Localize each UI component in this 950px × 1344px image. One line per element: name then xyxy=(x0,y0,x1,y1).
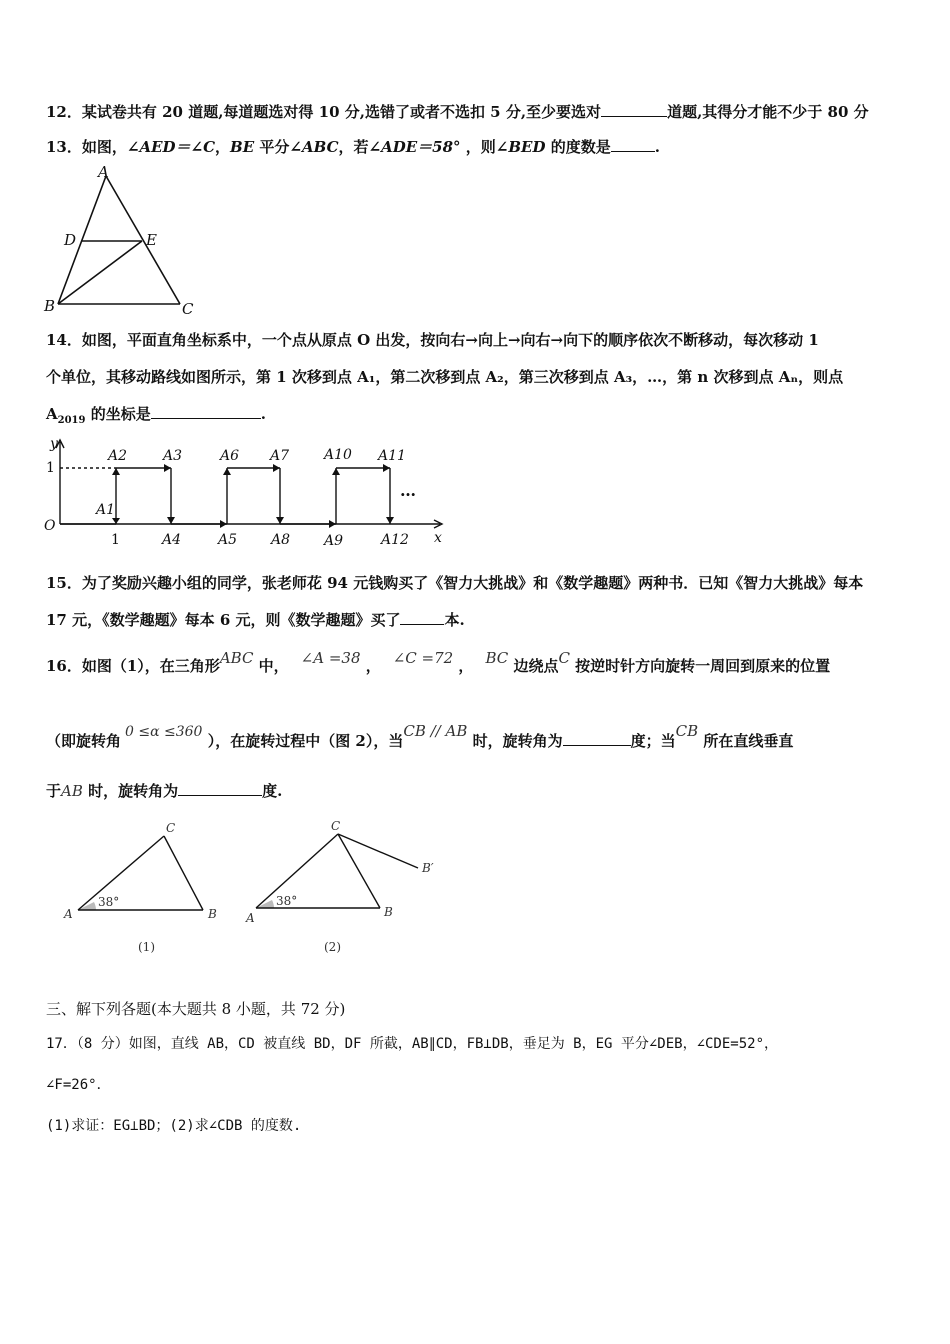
line-ac xyxy=(106,176,180,304)
q17-line1: 17．（8 分）如图，直线 AB，CD 被直线 BD，DF 所截，AB∥CD，FB⊥DB，垂足为 B，EG 平分∠DEB，∠CDE=52°， xyxy=(46,1036,779,1052)
label-origin: O xyxy=(44,518,56,534)
question-13 xyxy=(46,137,660,157)
q14-coordinate-figure xyxy=(38,432,458,552)
question-17-line3 xyxy=(46,1115,301,1135)
q16-l2-e: 所在直线垂直 xyxy=(698,732,794,750)
fig1-caption: (1) xyxy=(138,940,155,954)
q16-l3-c: 度. xyxy=(262,782,283,800)
q12-text-pre: 12．某试卷共有 20 道题,每道题选对得 10 分,选错了或者不选扣 5 分,至少要选对 xyxy=(46,103,602,121)
q16-answer-blank-2[interactable] xyxy=(178,781,262,796)
question-16-line2 xyxy=(46,722,794,752)
label-ellipsis: … xyxy=(400,481,416,500)
arrowhead-a2 xyxy=(112,468,120,475)
label-x-1: 1 xyxy=(111,532,120,548)
q16-l2-a: （即旋转角 xyxy=(46,732,122,750)
q16-abc: ABC xyxy=(219,649,254,667)
label-d: D xyxy=(64,231,77,249)
q16-l2-d: 度；当 xyxy=(630,732,676,750)
question-16-line1 xyxy=(46,649,831,676)
q16-l2-c: 时，旋转角为 xyxy=(467,732,563,750)
q13-sep3: ，若 xyxy=(338,138,369,156)
fig2-label-b: B xyxy=(384,905,393,919)
q17-line3: (1)求证：EG⊥BD；(2)求∠CDB 的度数. xyxy=(46,1118,302,1134)
q16-point-c: C xyxy=(558,649,570,667)
q13-post: 的度数是 xyxy=(545,138,611,156)
q13-pre: 13．如图， xyxy=(46,138,127,156)
question-14-line2 xyxy=(46,367,843,387)
question-14-line1 xyxy=(46,330,819,350)
q12-text-post: 道题,其得分才能不少于 80 分 xyxy=(667,103,869,121)
arrowhead-a9 xyxy=(329,520,336,528)
question-15-line1 xyxy=(46,573,863,593)
arrowhead-a7 xyxy=(273,464,280,472)
section-3-title xyxy=(46,998,345,1019)
q16-bc: BC xyxy=(485,649,509,667)
label-a5: A5 xyxy=(218,532,238,548)
side-cb-rotated xyxy=(338,834,418,868)
q13-triangle-figure xyxy=(40,163,200,318)
q13-angle-ade: ∠ADE＝58° xyxy=(368,138,461,156)
q14-end: . xyxy=(260,405,266,423)
side-cb-2 xyxy=(338,834,380,908)
label-a1: A1 xyxy=(96,502,116,518)
question-16-line3 xyxy=(46,781,282,801)
label-a3: A3 xyxy=(163,448,183,464)
q15-answer-blank[interactable] xyxy=(400,610,444,625)
label-a4: A4 xyxy=(162,532,182,548)
side-ac xyxy=(78,836,164,910)
q16-l1-e: 边绕点 xyxy=(508,657,559,675)
label-a: A xyxy=(98,163,109,181)
q13-angle-abc: ∠ABC xyxy=(289,138,339,156)
q16-l2-b: ），在旋转过程中（图 2），当 xyxy=(202,732,404,750)
q14-post: 的坐标是 xyxy=(85,405,151,423)
label-a8: A8 xyxy=(271,532,291,548)
label-a10: A10 xyxy=(324,447,352,463)
question-14-line3 xyxy=(46,404,266,431)
q16-angle-c: ∠C =72 xyxy=(392,649,454,667)
q13-be: BE xyxy=(230,138,255,156)
fig1-label-c: C xyxy=(166,821,176,835)
q16-l1-d: ， xyxy=(453,657,474,675)
q16-figure-1 xyxy=(58,818,238,958)
fig2-label-a: A xyxy=(246,911,255,925)
question-17-line1 xyxy=(46,1033,778,1053)
fig1-angle-label: 38° xyxy=(98,895,120,909)
section-3-title-text: 三、解下列各题(本大题共 8 小题，共 72 分) xyxy=(46,1000,346,1018)
question-12 xyxy=(46,102,869,122)
q13-sep1: ， xyxy=(215,138,231,156)
q15-post: 本. xyxy=(444,611,465,629)
q15-pre: 17 元，《数学趣题》每本 6 元，则《数学趣题》买了 xyxy=(46,611,401,629)
q14-subscript: 2019 xyxy=(57,415,86,426)
label-b: B xyxy=(44,297,56,315)
q13-angle-bed: ∠BED xyxy=(495,138,546,156)
label-a2: A2 xyxy=(108,448,128,464)
q16-l1-f: 按逆时针方向旋转一周回到原来的位置 xyxy=(569,657,831,675)
q16-l1-b: 中， xyxy=(253,657,289,675)
q16-figure-2 xyxy=(238,816,458,956)
q16-answer-blank-1[interactable] xyxy=(563,731,631,746)
arrowhead-a4 xyxy=(167,517,175,524)
label-a11: A11 xyxy=(378,448,406,464)
label-c: C xyxy=(182,300,194,318)
q16-cb: CB xyxy=(675,722,699,740)
label-e: E xyxy=(146,231,157,249)
side-cb xyxy=(164,836,203,910)
arrowhead-a12 xyxy=(386,517,394,524)
q13-sep4: ，则 xyxy=(460,138,496,156)
q16-range: 0 ≤α ≤360 xyxy=(125,724,203,740)
arrowhead-a3 xyxy=(164,464,171,472)
label-a6: A6 xyxy=(220,448,240,464)
arrowhead-a1 xyxy=(112,518,120,524)
q16-l3-a: 于 xyxy=(46,782,62,800)
q13-sep2: 平分 xyxy=(254,138,290,156)
label-a7: A7 xyxy=(270,448,290,464)
q15-line1: 15．为了奖励兴趣小组的同学，张老师花 94 元钱购买了《智力大挑战》和《数学趣题》两种书．已知《智力大挑战》每本 xyxy=(46,574,864,592)
label-x: x xyxy=(434,530,442,546)
fig2-label-c: C xyxy=(331,819,341,833)
q16-ab: AB xyxy=(61,782,83,800)
fig1-label-b: B xyxy=(208,907,217,921)
q16-l3-b: 时，旋转角为 xyxy=(82,782,179,800)
fig2-angle-label: 38° xyxy=(276,894,298,908)
q16-l1-a: 16．如图（1），在三角形 xyxy=(46,657,220,675)
q13-end: . xyxy=(654,138,660,156)
arrowhead-a6 xyxy=(223,468,231,475)
q14-line1: 14．如图，平面直角坐标系中，一个点从原点 O 出发，按向右→向上→向右→向下的顺序依次不断移动，每次移动 1 xyxy=(46,331,819,349)
fig2-caption: (2) xyxy=(324,940,341,954)
q17-line2: ∠F=26°． xyxy=(46,1077,111,1093)
label-a12: A12 xyxy=(381,532,409,548)
arrowhead-a10 xyxy=(332,468,340,475)
q16-parallel: CB // AB xyxy=(403,722,468,740)
angle-a-shading-2 xyxy=(256,900,274,908)
arrowhead-a11 xyxy=(383,464,390,472)
arrowhead-a5 xyxy=(220,520,227,528)
question-15-line2 xyxy=(46,610,465,630)
angle-a-shading xyxy=(78,902,96,910)
label-y-1: 1 xyxy=(46,460,55,476)
q14-a: A xyxy=(46,405,58,423)
question-17-line2 xyxy=(46,1074,111,1094)
q14-line2: 个单位，其移动路线如图所示，第 1 次移到点 A₁，第二次移到点 A₂，第三次移到点 A₃，…，第 n 次移到点 Aₙ，则点 xyxy=(46,368,844,386)
q16-angle-a: ∠A =38 xyxy=(300,649,361,667)
label-a9: A9 xyxy=(324,533,344,549)
arrowhead-a8 xyxy=(276,517,284,524)
q13-answer-blank[interactable] xyxy=(611,137,655,152)
q13-angle-aed-c: ∠AED＝∠C xyxy=(126,138,216,156)
q12-answer-blank[interactable] xyxy=(601,102,667,117)
fig2-label-b-prime: B′ xyxy=(422,861,434,875)
q14-answer-blank[interactable] xyxy=(151,404,261,419)
q16-l1-c: ， xyxy=(360,657,381,675)
fig1-label-a: A xyxy=(64,907,73,921)
label-y: y xyxy=(50,436,58,452)
